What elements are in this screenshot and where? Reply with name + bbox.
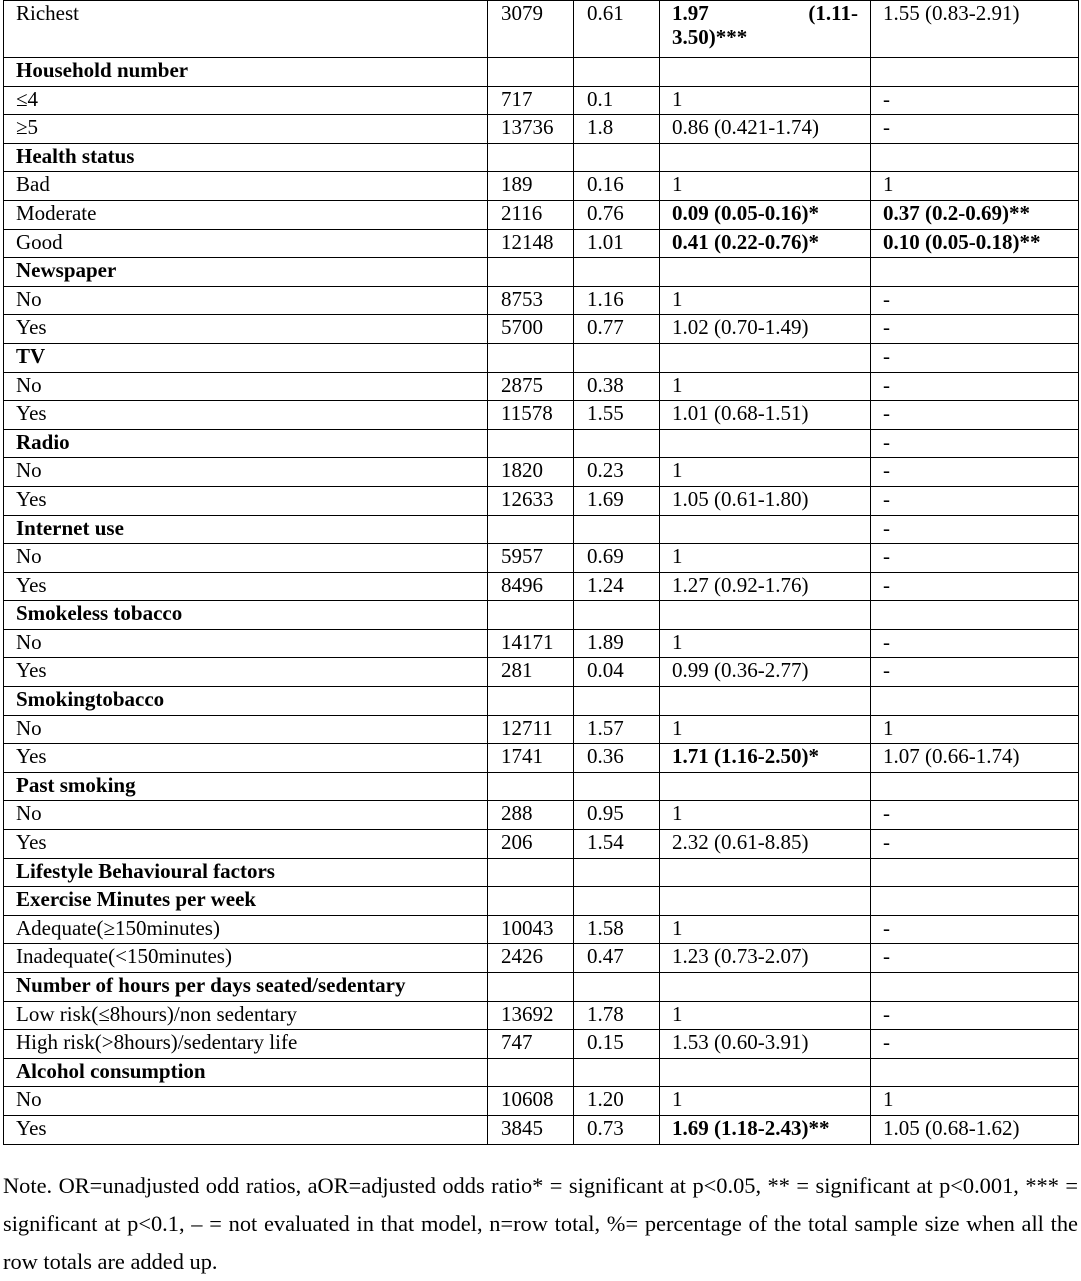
percent-cell: 0.61: [574, 1, 660, 58]
percent-cell: 1.01: [574, 229, 660, 258]
section-header-row: [4, 687, 1079, 716]
odds-ratio-cell: 1: [660, 629, 871, 658]
percent-cell: [574, 601, 660, 630]
row-label-cell: Inadequate(<150minutes): [4, 944, 488, 973]
table-row: [4, 229, 1079, 258]
percent-cell: [574, 258, 660, 287]
n-cell: [488, 973, 574, 1002]
adjusted-odds-ratio-cell: 0.37 (0.2-0.69)**: [871, 200, 1079, 229]
adjusted-odds-ratio-cell: -: [871, 486, 1079, 515]
section-header-row: [4, 1058, 1079, 1087]
percent-cell: [574, 58, 660, 87]
n-cell: 1741: [488, 744, 574, 773]
odds-ratio-cell: [660, 429, 871, 458]
percent-cell: 0.04: [574, 658, 660, 687]
odds-ratio-cell: [660, 1, 871, 58]
row-label-cell: Yes: [4, 401, 488, 430]
row-label-cell: Yes: [4, 744, 488, 773]
adjusted-odds-ratio-cell: 0.10 (0.05-0.18)**: [871, 229, 1079, 258]
row-label-cell: ≥5: [4, 115, 488, 144]
table-row: [4, 744, 1079, 773]
adjusted-odds-ratio-cell: -: [871, 629, 1079, 658]
adjusted-odds-ratio-cell: -: [871, 801, 1079, 830]
adjusted-odds-ratio-cell: -: [871, 401, 1079, 430]
percent-cell: 1.16: [574, 286, 660, 315]
n-cell: 206: [488, 830, 574, 859]
odds-ratio-cell: 1.01 (0.68-1.51): [660, 401, 871, 430]
table-row: [4, 830, 1079, 859]
n-cell: 2875: [488, 372, 574, 401]
table-row: [4, 915, 1079, 944]
n-cell: 747: [488, 1030, 574, 1059]
section-header-row: [4, 973, 1079, 1002]
adjusted-odds-ratio-cell: [871, 601, 1079, 630]
adjusted-odds-ratio-cell: 1.05 (0.68-1.62): [871, 1115, 1079, 1144]
row-label-cell: Lifestyle Behavioural factors: [4, 858, 488, 887]
table-row: [4, 200, 1079, 229]
percent-cell: 1.55: [574, 401, 660, 430]
table-row: [4, 1, 1079, 58]
n-cell: 288: [488, 801, 574, 830]
table-row: [4, 801, 1079, 830]
section-header-row: [4, 58, 1079, 87]
odds-ratio-cell: 1: [660, 715, 871, 744]
table-row: [4, 458, 1079, 487]
percent-cell: 0.23: [574, 458, 660, 487]
odds-ratio-cell: 1.71 (1.16-2.50)*: [660, 744, 871, 773]
row-label-cell: Health status: [4, 143, 488, 172]
percent-cell: [574, 887, 660, 916]
table-row: [4, 658, 1079, 687]
percent-cell: [574, 515, 660, 544]
percent-cell: [574, 772, 660, 801]
row-label-cell: Bad: [4, 172, 488, 201]
table-row: [4, 715, 1079, 744]
adjusted-odds-ratio-cell: 1: [871, 1087, 1079, 1116]
section-header-row: [4, 429, 1079, 458]
adjusted-odds-ratio-cell: [871, 858, 1079, 887]
odds-ratio-cell: 1: [660, 458, 871, 487]
odds-ratio-cell: [660, 258, 871, 287]
row-label-cell: Past smoking: [4, 772, 488, 801]
adjusted-odds-ratio-cell: -: [871, 86, 1079, 115]
odds-ratio-cell: 0.86 (0.421-1.74): [660, 115, 871, 144]
row-label-cell: Richest: [4, 1, 488, 58]
percent-cell: 1.69: [574, 486, 660, 515]
n-cell: [488, 772, 574, 801]
percent-cell: 0.38: [574, 372, 660, 401]
adjusted-odds-ratio-cell: -: [871, 944, 1079, 973]
odds-ratio-cell: 0.41 (0.22-0.76)*: [660, 229, 871, 258]
results-table: [3, 0, 1079, 1145]
table-row: [4, 544, 1079, 573]
percent-cell: 0.16: [574, 172, 660, 201]
n-cell: 281: [488, 658, 574, 687]
odds-ratio-cell: [660, 601, 871, 630]
odds-ratio-cell: 1: [660, 172, 871, 201]
odds-ratio-cell: 1: [660, 86, 871, 115]
odds-ratio-cell: 1.02 (0.70-1.49): [660, 315, 871, 344]
row-label-cell: Household number: [4, 58, 488, 87]
adjusted-odds-ratio-cell: -: [871, 515, 1079, 544]
percent-cell: 0.15: [574, 1030, 660, 1059]
odds-ratio-cell: 1.69 (1.18-2.43)**: [660, 1115, 871, 1144]
n-cell: 8753: [488, 286, 574, 315]
adjusted-odds-ratio-cell: 1.55 (0.83-2.91): [871, 1, 1079, 58]
n-cell: 717: [488, 86, 574, 115]
table-row: [4, 286, 1079, 315]
row-label-cell: Yes: [4, 1115, 488, 1144]
n-cell: 13692: [488, 1001, 574, 1030]
n-cell: 11578: [488, 401, 574, 430]
row-label-cell: Yes: [4, 315, 488, 344]
n-cell: 12711: [488, 715, 574, 744]
adjusted-odds-ratio-cell: [871, 143, 1079, 172]
percent-cell: 0.77: [574, 315, 660, 344]
adjusted-odds-ratio-cell: -: [871, 458, 1079, 487]
row-label-cell: No: [4, 458, 488, 487]
row-label-cell: Exercise Minutes per week: [4, 887, 488, 916]
row-label-cell: No: [4, 1087, 488, 1116]
adjusted-odds-ratio-cell: [871, 258, 1079, 287]
percent-cell: 0.95: [574, 801, 660, 830]
odds-ratio-cell: 1: [660, 372, 871, 401]
row-label-cell: Adequate(≥150minutes): [4, 915, 488, 944]
n-cell: [488, 1058, 574, 1087]
n-cell: 2426: [488, 944, 574, 973]
row-label-cell: No: [4, 801, 488, 830]
section-header-row: [4, 601, 1079, 630]
n-cell: [488, 143, 574, 172]
percent-cell: [574, 973, 660, 1002]
row-label-cell: Internet use: [4, 515, 488, 544]
section-header-row: [4, 858, 1079, 887]
row-label-cell: Smokeless tobacco: [4, 601, 488, 630]
table-row: [4, 86, 1079, 115]
adjusted-odds-ratio-cell: -: [871, 315, 1079, 344]
section-header-row: [4, 258, 1079, 287]
percent-cell: 1.20: [574, 1087, 660, 1116]
n-cell: 12148: [488, 229, 574, 258]
adjusted-odds-ratio-cell: [871, 1058, 1079, 1087]
percent-cell: 0.1: [574, 86, 660, 115]
adjusted-odds-ratio-cell: -: [871, 830, 1079, 859]
percent-cell: 1.54: [574, 830, 660, 859]
n-cell: 5700: [488, 315, 574, 344]
odds-ratio-cell: 1: [660, 1087, 871, 1116]
section-header-row: [4, 343, 1079, 372]
percent-cell: [574, 343, 660, 372]
percent-cell: [574, 858, 660, 887]
n-cell: [488, 429, 574, 458]
odds-ratio-cell: [660, 343, 871, 372]
odds-ratio-cell: 1.05 (0.61-1.80): [660, 486, 871, 515]
odds-ratio-cell: [660, 687, 871, 716]
odds-ratio-cell: [660, 515, 871, 544]
n-cell: [488, 887, 574, 916]
odds-ratio-cell: 0.99 (0.36-2.77): [660, 658, 871, 687]
adjusted-odds-ratio-cell: 1: [871, 172, 1079, 201]
row-label-cell: Number of hours per days seated/sedentary: [4, 973, 488, 1002]
n-cell: 10608: [488, 1087, 574, 1116]
n-cell: 3079: [488, 1, 574, 58]
table-row: [4, 1087, 1079, 1116]
table-row: [4, 1030, 1079, 1059]
row-label-cell: Good: [4, 229, 488, 258]
adjusted-odds-ratio-cell: [871, 973, 1079, 1002]
section-header-row: [4, 143, 1079, 172]
odds-ratio-wrapped-value: 1.97 (1.11- 3.50)***: [672, 1, 858, 49]
n-cell: [488, 858, 574, 887]
table-row: [4, 944, 1079, 973]
table-row: [4, 115, 1079, 144]
row-label-cell: Newspaper: [4, 258, 488, 287]
n-cell: [488, 343, 574, 372]
adjusted-odds-ratio-cell: -: [871, 115, 1079, 144]
results-table-body: [4, 1, 1079, 1145]
odds-ratio-cell: [660, 1058, 871, 1087]
percent-cell: 0.47: [574, 944, 660, 973]
row-label-cell: High risk(>8hours)/sedentary life: [4, 1030, 488, 1059]
table-row: [4, 315, 1079, 344]
table-row: [4, 629, 1079, 658]
percent-cell: [574, 143, 660, 172]
adjusted-odds-ratio-cell: -: [871, 1030, 1079, 1059]
percent-cell: 0.36: [574, 744, 660, 773]
percent-cell: 1.89: [574, 629, 660, 658]
odds-ratio-cell: 1: [660, 544, 871, 573]
odds-ratio-cell: [660, 58, 871, 87]
adjusted-odds-ratio-cell: [871, 887, 1079, 916]
odds-ratio-cell: [660, 143, 871, 172]
row-label-cell: No: [4, 629, 488, 658]
adjusted-odds-ratio-cell: -: [871, 286, 1079, 315]
row-label-cell: Yes: [4, 486, 488, 515]
table-row: [4, 372, 1079, 401]
section-header-row: [4, 772, 1079, 801]
row-label-cell: No: [4, 372, 488, 401]
row-label-cell: Yes: [4, 658, 488, 687]
percent-cell: 0.73: [574, 1115, 660, 1144]
percent-cell: 1.8: [574, 115, 660, 144]
row-label-cell: Low risk(≤8hours)/non sedentary: [4, 1001, 488, 1030]
row-label-cell: Alcohol consumption: [4, 1058, 488, 1087]
row-label-cell: Moderate: [4, 200, 488, 229]
percent-cell: 0.69: [574, 544, 660, 573]
adjusted-odds-ratio-cell: -: [871, 1001, 1079, 1030]
table-row: [4, 172, 1079, 201]
row-label-cell: ≤4: [4, 86, 488, 115]
section-header-row: [4, 515, 1079, 544]
odds-ratio-cell: 2.32 (0.61-8.85): [660, 830, 871, 859]
odds-ratio-cell: [660, 772, 871, 801]
section-header-row: [4, 887, 1079, 916]
adjusted-odds-ratio-cell: [871, 772, 1079, 801]
n-cell: 12633: [488, 486, 574, 515]
n-cell: 3845: [488, 1115, 574, 1144]
n-cell: [488, 687, 574, 716]
odds-ratio-cell: [660, 973, 871, 1002]
odds-ratio-cell: 0.09 (0.05-0.16)*: [660, 200, 871, 229]
odds-ratio-cell: 1.53 (0.60-3.91): [660, 1030, 871, 1059]
table-row: [4, 1001, 1079, 1030]
adjusted-odds-ratio-cell: 1.07 (0.66-1.74): [871, 744, 1079, 773]
percent-cell: 0.76: [574, 200, 660, 229]
n-cell: 13736: [488, 115, 574, 144]
row-label-cell: Smokingtobacco: [4, 687, 488, 716]
row-label-cell: No: [4, 286, 488, 315]
table-row: [4, 486, 1079, 515]
n-cell: 5957: [488, 544, 574, 573]
adjusted-odds-ratio-cell: -: [871, 658, 1079, 687]
row-label-cell: TV: [4, 343, 488, 372]
adjusted-odds-ratio-cell: [871, 58, 1079, 87]
odds-ratio-cell: 1: [660, 1001, 871, 1030]
odds-ratio-cell: [660, 887, 871, 916]
n-cell: 8496: [488, 572, 574, 601]
odds-ratio-cell: 1: [660, 801, 871, 830]
adjusted-odds-ratio-cell: 1: [871, 715, 1079, 744]
row-label-cell: Yes: [4, 572, 488, 601]
n-cell: 10043: [488, 915, 574, 944]
odds-ratio-cell: 1.23 (0.73-2.07): [660, 944, 871, 973]
table-row: [4, 572, 1079, 601]
odds-ratio-cell: 1.27 (0.92-1.76): [660, 572, 871, 601]
n-cell: [488, 515, 574, 544]
n-cell: [488, 258, 574, 287]
percent-cell: [574, 429, 660, 458]
percent-cell: 1.58: [574, 915, 660, 944]
adjusted-odds-ratio-cell: -: [871, 915, 1079, 944]
row-label-cell: Yes: [4, 830, 488, 859]
n-cell: 1820: [488, 458, 574, 487]
percent-cell: 1.57: [574, 715, 660, 744]
n-cell: 189: [488, 172, 574, 201]
adjusted-odds-ratio-cell: -: [871, 572, 1079, 601]
n-cell: 2116: [488, 200, 574, 229]
row-label-cell: Radio: [4, 429, 488, 458]
adjusted-odds-ratio-cell: -: [871, 372, 1079, 401]
row-label-cell: No: [4, 715, 488, 744]
n-cell: [488, 601, 574, 630]
adjusted-odds-ratio-cell: [871, 687, 1079, 716]
odds-ratio-cell: 1: [660, 915, 871, 944]
row-label-cell: No: [4, 544, 488, 573]
table-row: [4, 401, 1079, 430]
n-cell: [488, 58, 574, 87]
n-cell: 14171: [488, 629, 574, 658]
percent-cell: 1.78: [574, 1001, 660, 1030]
adjusted-odds-ratio-cell: -: [871, 429, 1079, 458]
adjusted-odds-ratio-cell: -: [871, 544, 1079, 573]
table-footnote: Note. OR=unadjusted odd ratios, aOR=adjusted odds ratio* = significant at p<0.05, ** = significant at p<0.001, *** = significant at p<0.1, – = not evaluated in that model, n=row total, %= percentage of the total sample size when all the row totals are added up.: [3, 1173, 1078, 1275]
odds-ratio-cell: 1: [660, 286, 871, 315]
table-row: [4, 1115, 1079, 1144]
percent-cell: 1.24: [574, 572, 660, 601]
percent-cell: [574, 1058, 660, 1087]
adjusted-odds-ratio-cell: -: [871, 343, 1079, 372]
odds-ratio-cell: [660, 858, 871, 887]
percent-cell: [574, 687, 660, 716]
